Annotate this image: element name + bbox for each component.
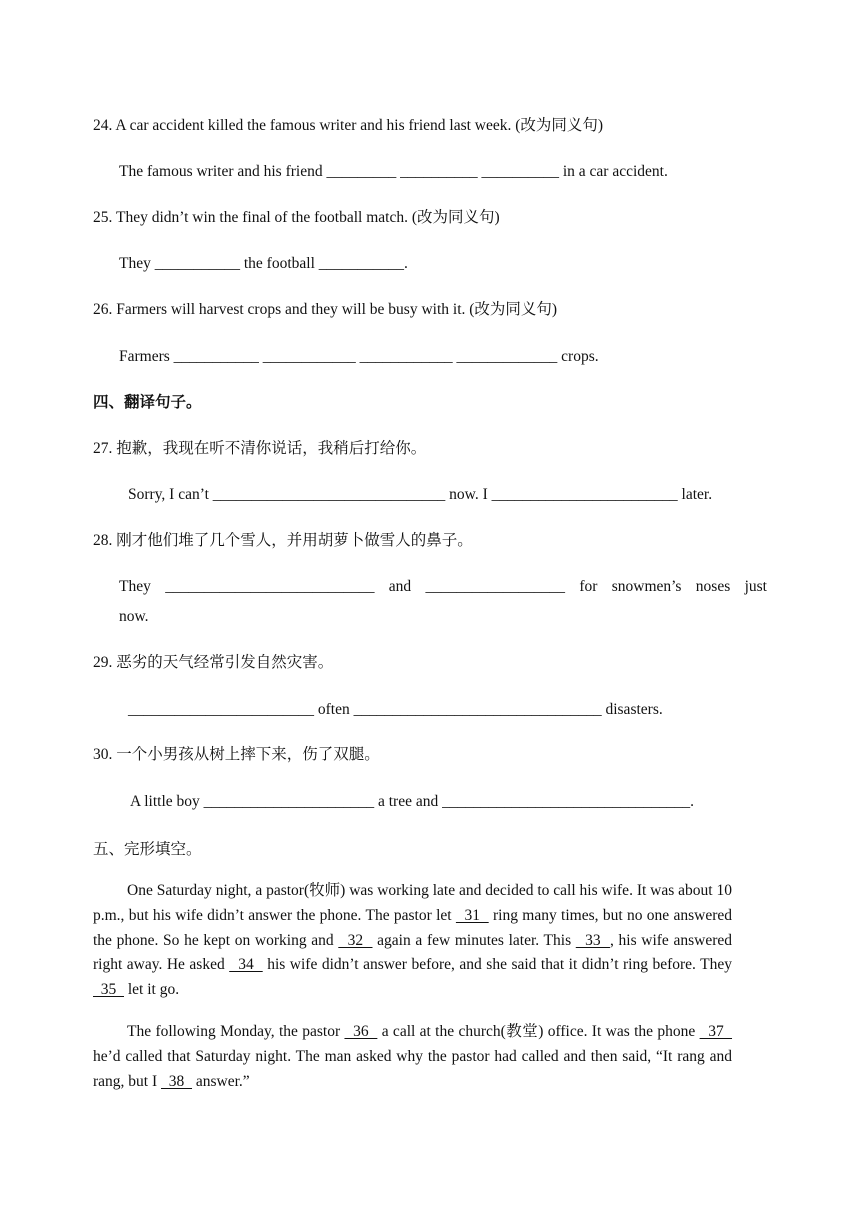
cloze-text: One Saturday night, a pastor(牧师) was working late and decided to call his wife. It was about 10 p.m., but his wife didn’t answer the phone. The pastor let bbox=[93, 882, 732, 924]
section-5-heading: 五、完形填空。 bbox=[93, 841, 202, 858]
cloze-blank-37: 37 bbox=[699, 1023, 733, 1040]
cloze-blank-31: 31 bbox=[455, 906, 489, 924]
cloze-text: ring many times, but no one answered the phone. So he kept on working and bbox=[93, 906, 732, 949]
question-30-prompt: 30. 一个小男孩从树上摔下来，伤了双腿。 bbox=[93, 746, 380, 763]
question-25-prompt: 25. They didn’t win the final of the football match. (改为同义句) bbox=[93, 209, 500, 226]
q28-word: for bbox=[579, 578, 598, 595]
q28-word: just bbox=[744, 578, 767, 595]
question-24-answer-line: The famous writer and his friend _________ __________ __________ in a car accident. bbox=[119, 163, 668, 180]
section-4-heading: 四、翻译句子。 bbox=[93, 394, 202, 411]
question-26-prompt: 26. Farmers will harvest crops and they will be busy with it. (改为同义句) bbox=[93, 301, 558, 318]
q28-word: noses bbox=[695, 578, 731, 595]
cloze-blank-34: 34 bbox=[229, 956, 263, 974]
cloze-paragraph-2 bbox=[93, 1020, 732, 1094]
cloze-text: again a few minutes later. This bbox=[372, 931, 576, 949]
q28-word: and bbox=[388, 578, 412, 595]
cloze-blank-36: 36 bbox=[344, 1023, 378, 1040]
q28-word: They bbox=[119, 578, 151, 595]
q28-blank: ___________________________ bbox=[165, 578, 375, 595]
question-27-answer-line: Sorry, I can’t ______________________________ now. I ________________________ later. bbox=[128, 486, 713, 503]
cloze-text: his wife didn’t answer before, and she said that it didn’t ring before. They bbox=[262, 956, 732, 974]
cloze-paragraph-1 bbox=[93, 879, 732, 1003]
cloze-text: The following Monday, the pastor bbox=[127, 1023, 345, 1040]
question-26-answer-line: Farmers ___________ ____________ ____________ _____________ crops. bbox=[119, 348, 599, 365]
cloze-blank-35: 35 bbox=[93, 981, 124, 999]
question-28-answer-line-2: now. bbox=[119, 608, 149, 625]
cloze-text: let it go. bbox=[124, 981, 180, 999]
question-24-prompt: 24. A car accident killed the famous writer and his friend last week. (改为同义句) bbox=[93, 117, 604, 134]
question-30-answer-line: A little boy ______________________ a tree and ________________________________. bbox=[130, 793, 694, 810]
cloze-blank-33: 33 bbox=[575, 931, 610, 949]
cloze-text: a call at the church(教堂) office. It was the phone bbox=[377, 1023, 700, 1040]
question-28-prompt: 28. 刚才他们堆了几个雪人，并用胡萝卜做雪人的鼻子。 bbox=[93, 532, 473, 549]
question-27-prompt: 27. 抱歉，我现在听不清你说话，我稍后打给你。 bbox=[93, 440, 427, 457]
q28-blank: __________________ bbox=[425, 578, 565, 595]
question-29-answer-line: ________________________ often ________________________________ disasters. bbox=[128, 701, 663, 718]
cloze-text: answer.” bbox=[192, 1072, 250, 1090]
cloze-text: , his wife answered right away. He asked bbox=[93, 931, 733, 974]
question-29-prompt: 29. 恶劣的天气经常引发自然灾害。 bbox=[93, 654, 334, 671]
cloze-blank-38: 38 bbox=[161, 1072, 193, 1090]
cloze-text: he’d called that Saturday night. The man asked why the pastor had called and then said, “It rang and rang, but I bbox=[93, 1047, 732, 1090]
q28-word: snowmen’s bbox=[611, 578, 682, 595]
question-28-answer-line-1 bbox=[119, 577, 767, 597]
question-25-answer-line: They ___________ the football ___________. bbox=[119, 255, 408, 272]
cloze-blank-32: 32 bbox=[338, 931, 373, 949]
